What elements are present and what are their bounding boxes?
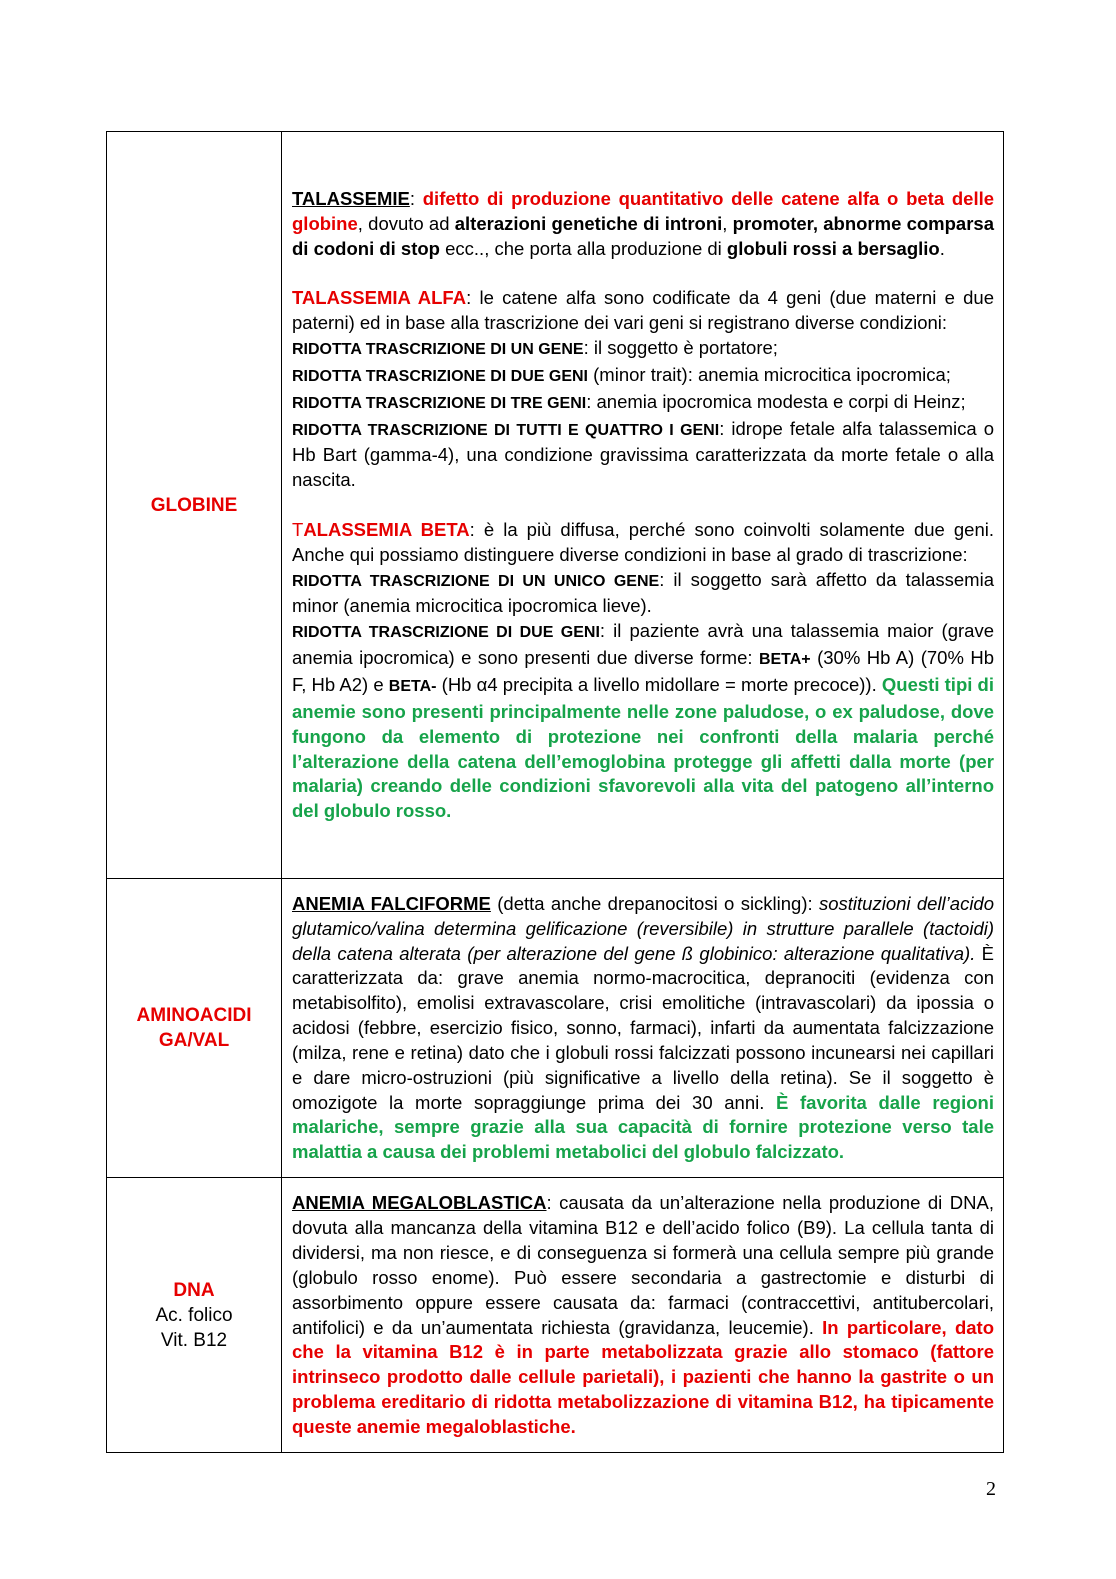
spacer <box>292 493 994 518</box>
page-number: 2 <box>986 1478 996 1500</box>
text-span: : causata da un’alterazione nella produzione di DNA, dovuta alla mancanza della vitamina B12 e dell’acido folico (B9). La cellula tanta di dividersi, ma non riesce, e di conseguenza si formerà una cellula sempre più grande (globulo rosso enome). Può essere secondaria a gastrectomie e disturbi di assorbimento oppure essere causata da: farmaci (contraccettivi, antitubercolari, antifolici) e da un’aumentata richiesta (gravidanza, leucemie). <box>292 1192 994 1338</box>
content-table <box>106 131 1004 1453</box>
table-row-dna <box>107 1178 1004 1453</box>
talassemie-title: TALASSEMIE <box>292 187 410 209</box>
row-label-globine: GLOBINE <box>150 494 238 516</box>
beta-item-head: RIDOTTA TRASCRIZIONE DI UN UNICO GENE <box>292 572 660 590</box>
row-label-dna: DNA <box>173 1279 215 1301</box>
alfa-item <box>292 336 994 363</box>
alfa-paragraph <box>292 286 994 336</box>
beta-title-first: T <box>292 518 304 540</box>
alfa-item-head: RIDOTTA TRASCRIZIONE DI DUE GENI <box>292 367 588 385</box>
falciforme-green-note: È favorita dalle regioni malariche, sempre grazie alla sua capacità di fornire protezione verso tale malattia a causa dei problemi metabolici del globulo falcizzato. <box>292 1091 994 1163</box>
row-content-falciforme <box>282 879 1004 1178</box>
table-row-aminoacidi <box>107 879 1004 1178</box>
beta-item <box>292 619 994 824</box>
beta-item <box>292 568 994 620</box>
talassemie-definition: difetto di produzione quantitativo delle catene alfa o beta delle globine <box>292 187 995 234</box>
beta-plus-label: BETA+ <box>758 651 811 669</box>
text-span: ecc.., che porta alla produzione di <box>439 237 727 259</box>
row-label-aminoacidi: AMINOACIDI <box>136 1005 252 1026</box>
text-bold: globuli rossi a bersaglio <box>726 237 940 259</box>
table-row-globine <box>107 132 1004 879</box>
beta-item-text: : il paziente avrà una talassemia maior (grave anemia ipocromica) e sono presenti due diverse forme: <box>292 620 994 669</box>
alfa-item-head: RIDOTTA TRASCRIZIONE DI TRE GENI <box>292 394 587 412</box>
row-label-cell <box>107 132 282 879</box>
beta-paragraph <box>292 518 994 568</box>
text-span: . <box>939 237 945 259</box>
malaria-protection-note: Questi tipi di anemie sono presenti principalmente nelle zone paludose, o ex paludose, dove fungono da elemento di protezione nei confronti della malaria perché l’alterazione della catena dell’emoglobina protegge gli affetti dalla morte (per malaria) creando delle condizioni sfavorevoli alla vita del patogeno all’interno del globulo rosso. <box>292 673 994 822</box>
falciforme-italic: sostituzioni dell’acido glutamico/valina determina gelificazione (reversibile) in strutture parallele (tactoidi) della catena alterata (per alterazione del gene ß globinico: alterazione qualitativa). <box>292 892 995 964</box>
beta-plus-text: (30% Hb A) (70% Hb F, Hb A2) e <box>292 647 994 695</box>
row-label-b12: Vit. B12 <box>160 1329 228 1351</box>
alfa-item-head: RIDOTTA TRASCRIZIONE DI TUTTI E QUATTRO I GENI <box>292 421 720 439</box>
falciforme-title: ANEMIA FALCIFORME <box>292 892 491 914</box>
megaloblastica-red-note: In particolare, dato che la vitamina B12 è in parte metabolizzata grazie allo stomaco (fattore intrinseco prodotto dalle cellule parietali), i pazienti che hanno la gastrite o un problema ereditario di ridotta metabolizzazione di vitamina B12, ha tipicamente queste anemie megaloblastiche. <box>292 1316 994 1437</box>
alfa-title: TALASSEMIA ALFA <box>292 287 467 309</box>
megaloblastica-title: ANEMIA MEGALOBLASTICA <box>292 1192 547 1214</box>
row-label-folico: Ac. folico <box>155 1304 233 1326</box>
beta-item-head: RIDOTTA TRASCRIZIONE DI DUE GENI <box>292 624 600 642</box>
text-bold: alterazioni genetiche di introni <box>454 212 723 234</box>
alfa-item-text: (minor trait): anemia microcitica ipocromica; <box>588 363 951 385</box>
text-span: , <box>722 212 733 234</box>
alfa-item-text: : il soggetto è portatore; <box>583 337 778 359</box>
row-label-cell <box>107 879 282 1178</box>
falciforme-paragraph <box>292 892 994 1165</box>
spacer <box>292 261 994 286</box>
text-bold: promoter, abnorme comparsa di codoni di stop <box>292 212 994 259</box>
megaloblastica-paragraph <box>292 1191 994 1439</box>
alfa-intro: : le catene alfa sono codificate da 4 geni (due materni e due paterni) ed in base alla trascrizione dei vari geni si registrano diverse condizioni: <box>292 287 994 334</box>
beta-minus-label: BETA- <box>388 677 437 695</box>
alfa-item-text: : idrope fetale alfa talassemica o Hb Bart (gamma-4), una condizione gravissima caratterizzata da morte fetale o alla nascita. <box>292 417 994 491</box>
row-label-gaval: GA/VAL <box>158 1030 230 1051</box>
alfa-item <box>292 363 994 390</box>
beta-minus-text: (Hb α4 precipita a livello midollare = morte precoce)). <box>436 673 882 695</box>
beta-intro: : è la più diffusa, perché sono coinvolti solamente due geni. Anche qui possiamo distinguere diverse condizioni in base al grado di trascrizione: <box>292 518 994 565</box>
talassemie-paragraph: TALASSEMIE: difetto di produzione quantitativo delle catene alfa o beta delle globine, dovuto ad alterazioni genetiche di introni, promoter, abnorme comparsa di codoni di stop ecc.., che porta alla produzione di globuli rossi a bersaglio. <box>292 187 995 259</box>
beta-item-text: : il soggetto sarà affetto da talassemia minor (anemia microcitica ipocromica lieve). <box>292 568 994 617</box>
text-span: (detta anche drepanocitosi o sickling): <box>490 892 819 914</box>
alfa-item <box>292 417 994 494</box>
row-content-globine <box>282 132 1004 879</box>
text-span: È caratterizzata da: grave anemia normo-macrocitica, depranociti (evidenza con metabisolfito), emolisi extravascolare, crisi emolitiche (intravascolari) da ipossia o acidosi (febbre, esercizio fisico, sonno, farmaci), infarti da aumentata falcizzazione (milza, rene e retina) dato che i globuli rossi falcizzati possono incunearsi nei capillari e dare micro-ostruzioni (più significative a livello della retina). Se il soggetto è omozigote la morte sopraggiunge prima dei 30 anni. <box>292 942 995 1113</box>
text-span: , dovuto ad <box>357 212 455 234</box>
row-content-megaloblastica <box>282 1178 1004 1453</box>
beta-title: ALASSEMIA BETA <box>303 518 470 540</box>
alfa-item-text: : anemia ipocromica modesta e corpi di Heinz; <box>586 390 966 412</box>
alfa-item <box>292 390 994 417</box>
alfa-item-head: RIDOTTA TRASCRIZIONE DI UN GENE <box>292 341 584 359</box>
row-label-cell <box>107 1178 282 1453</box>
